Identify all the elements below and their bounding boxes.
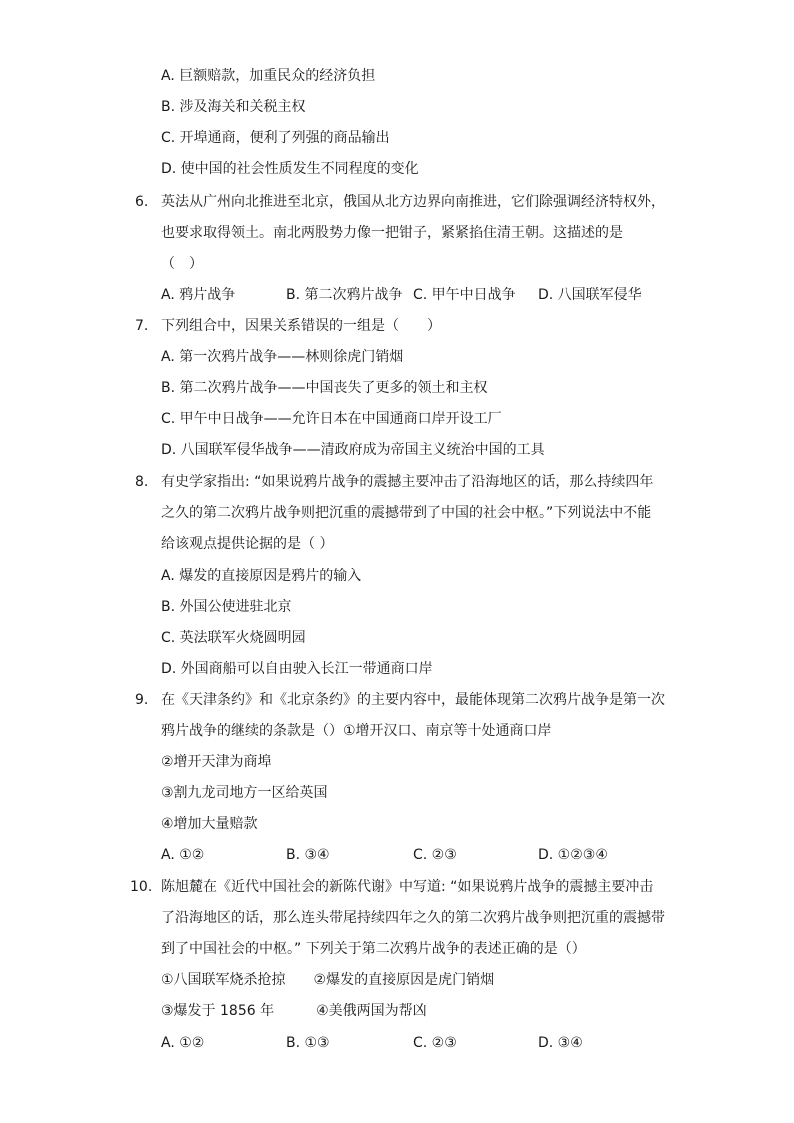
q6-stem-line-2: 也要求取得领土。南北两股势力像一把钳子，紧紧掐住清王朝。这描述的是 <box>161 225 623 241</box>
q9-stem-line-3: ②增开天津为商埠 <box>161 754 272 770</box>
q10-stem-line-3: 到了中国社会的中枢。” 下列关于第二次鸦片战争的表述正确的是（） <box>161 941 586 957</box>
q9-stem-line-2: 鸦片战争的继续的条款是（）①增开汉口、南京等十处通商口岸 <box>161 723 552 739</box>
q6-number: 6. <box>135 194 149 210</box>
q9-option-a: A. ①② <box>161 847 205 863</box>
q7-option-b: B. 第二次鸦片战争——中国丧失了更多的领土和主权 <box>161 380 488 396</box>
q5-option-a: A. 巨额赔款，加重民众的经济负担 <box>161 68 376 84</box>
q7-option-c: C. 甲午中日战争——允许日本在中国通商口岸开设工厂 <box>161 411 502 427</box>
q10-option-b: B. ①③ <box>286 1035 330 1051</box>
q10-option-a: A. ①② <box>161 1035 205 1051</box>
q6-option-d: D. 八国联军侵华 <box>538 287 642 303</box>
q7-option-a: A. 第一次鸦片战争——林则徐虎门销烟 <box>161 349 404 365</box>
q9-option-d: D. ①②③④ <box>538 847 608 863</box>
q8-option-b: B. 外国公使进驻北京 <box>161 599 292 615</box>
q6-stem-line-3: （ ） <box>161 256 203 272</box>
q7-number: 7. <box>135 318 149 334</box>
q10-stem-line-1: 陈旭麓在《近代中国社会的新陈代谢》中写道: “如果说鸦片战争的震撼主要冲击 <box>161 879 654 895</box>
q8-option-d: D. 外国商船可以自由驶入长江一带通商口岸 <box>161 661 433 677</box>
q7-option-d: D. 八国联军侵华战争——清政府成为帝国主义统治中国的工具 <box>161 442 545 458</box>
q9-stem-line-1: 在《天津条约》和《北京条约》的主要内容中，最能体现第二次鸦片战争是第一次 <box>161 692 665 708</box>
q8-option-c: C. 英法联军火烧圆明园 <box>161 630 306 646</box>
q10-option-c: C. ②③ <box>413 1035 457 1051</box>
q10-option-d: D. ③④ <box>538 1035 583 1051</box>
q8-option-a: A. 爆发的直接原因是鸦片的输入 <box>161 568 362 584</box>
q6-stem-line-1: 英法从广州向北推进至北京，俄国从北方边界向南推进，它们除强调经济特权外， <box>161 194 665 210</box>
q10-stem-line-5: ③爆发于 1856 年 ④美俄两国为帮凶 <box>161 1003 427 1019</box>
q8-stem-line-1: 有史学家指出: “如果说鸦片战争的震撼主要冲击了沿海地区的话，那么持续四年 <box>161 474 654 490</box>
q10-number: 10. <box>130 879 153 895</box>
q6-option-c: C. 甲午中日战争 <box>413 287 516 303</box>
q7-stem-line-1: 下列组合中，因果关系错误的一组是（ ） <box>161 318 441 334</box>
q5-option-c: C. 开埠通商，便利了列强的商品输出 <box>161 130 390 146</box>
q9-option-b: B. ③④ <box>286 847 330 863</box>
q9-option-c: C. ②③ <box>413 847 457 863</box>
q6-option-b: B. 第二次鸦片战争 <box>286 287 403 303</box>
q9-number: 9. <box>135 692 149 708</box>
q10-stem-line-2: 了沿海地区的话，那么连头带尾持续四年之久的第二次鸦片战争则把沉重的震撼带 <box>161 910 665 926</box>
q5-option-b: B. 涉及海关和关税主权 <box>161 99 306 115</box>
q8-number: 8. <box>135 474 149 490</box>
q9-stem-line-4: ③割九龙司地方一区给英国 <box>161 785 328 801</box>
q8-stem-line-3: 给该观点提供论据的是（ ） <box>161 536 334 552</box>
q9-stem-line-5: ④增加大量赔款 <box>161 816 258 832</box>
q6-option-a: A. 鸦片战争 <box>161 287 236 303</box>
q10-stem-line-4: ①八国联军烧杀抢掠 ②爆发的直接原因是虎门销烟 <box>161 972 495 988</box>
q5-option-d: D. 使中国的社会性质发生不同程度的变化 <box>161 161 419 177</box>
q8-stem-line-2: 之久的第二次鸦片战争则把沉重的震撼带到了中国的社会中枢。”下列说法中不能 <box>161 505 652 521</box>
